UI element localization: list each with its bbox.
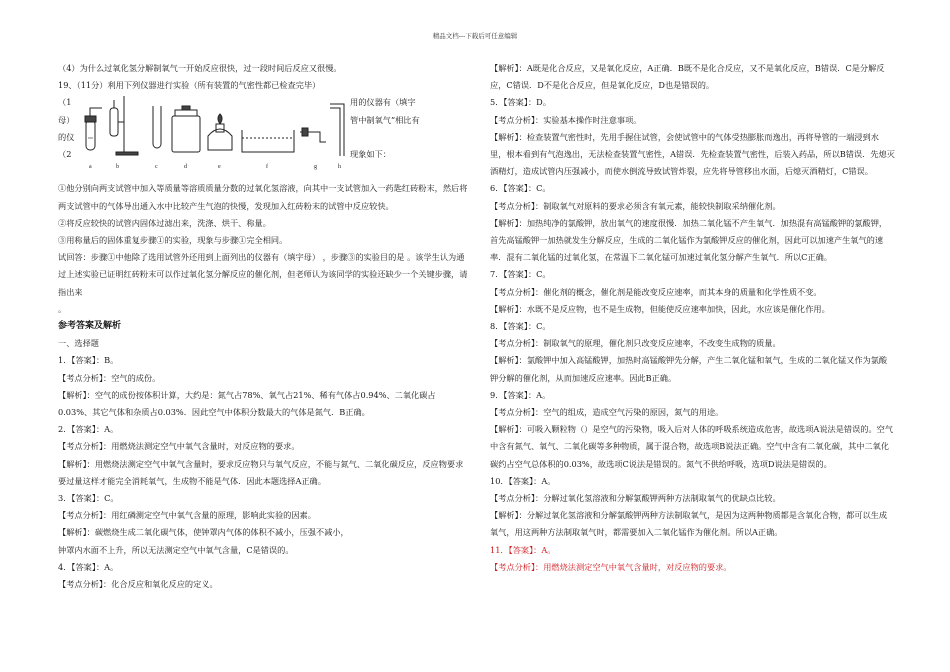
answer-line: 【考点分析】：空气的组成，造成空气污染的原因，氮气的用途。 [490, 407, 724, 418]
apparatus-drawing [80, 94, 348, 180]
label-c: c [155, 164, 158, 171]
answer-line: 8．【答案】：C。 [490, 321, 551, 332]
diagram-right-line: 用的仪器有（填字 [350, 97, 416, 108]
left-column [58, 60, 468, 593]
answer-line: 【考点分析】：用红磷测定空气中氧气含量的原理，影响此实验的因素。 [58, 510, 316, 521]
apparatus-a [85, 108, 102, 150]
answer-line: 4．【答案】：A。 [58, 561, 119, 572]
answer-line: 【解析】：可吸入颗粒物（）是空气的污染物，吸入后对人体的呼吸系统造成危害，故选项A说法是错误的。空气中含有氮气、氧气、二氧化碳等多种物质，属于混合物，故选项B说法正确。空气中含有二氧化碳，其中二氧化碳约占空气总体积的0.03%，故选项C说法是错误的。氮气不供给呼吸，选项D说法是错误的。 [490, 424, 894, 469]
diagram-left-line: （2 [58, 149, 72, 160]
answer-line: 9．【答案】：A。 [490, 389, 551, 400]
answer-line: 2．【答案】：A。 [58, 424, 119, 435]
answer-line: 【解析】：检查装置气密性时，先用手握住试管，会使试管中的气体受热膨胀而逸出，再将导管的一端浸到水里，根本看到有气泡逸出，无法检查装置气密性，A错误．先检查装置气密性，后装入药品，所以B错误．先熄灭酒精灯，造成试管内压强减小，而使水倒流导致试管炸裂，应先将导管移出水面，后熄灭酒精灯，C错误。 [490, 131, 895, 177]
answer-line: 【考点分析】：空气的成份。 [58, 372, 161, 383]
apparatus-d [172, 106, 200, 152]
answer-line: 【考点分析】：实验基本操作时注意事项。 [490, 114, 642, 125]
answer-line: 【考点分析】：用燃烧法测定空气中氧气含量时，对反应物的要求。 [58, 441, 300, 452]
answer-line: 【解析】：碳燃烧生成二氧化碳气体，使钟罩内气体的体积不减小，压强不减小， [58, 527, 349, 538]
question-4: （4）为什么过氧化氢分解制氧气一开始反应很快，过一段时间后反应又很慢。 [58, 63, 342, 73]
label-b: b [116, 164, 119, 171]
answer-line: 【考点分析】：制取氧气的原理，催化剂只改变反应速率，不改变生成物的质量。 [490, 338, 781, 349]
answer-line: 钟罩内水面不上升，所以无法测定空气中氧气含量，C是错误的。 [58, 544, 294, 555]
diagram-left-text [58, 94, 78, 163]
right-column [490, 60, 895, 576]
answer-line: 【解析】：用燃烧法测定空气中氧气含量时，要求反应物只与氧气反应，不能与氮气、二氧化碳反应，反应物要求要过量这样才能完全消耗氧气，生成物不能是气体．因此本题选择A正确。 [58, 458, 464, 486]
answer-line: 【考点分析】：分解过氧化氢溶液和分解氯酸钾两种方法制取氧气的优缺点比较。 [490, 493, 781, 504]
diagram-left-line: 母） [58, 114, 75, 125]
apparatus-g [300, 128, 326, 142]
page-header: 精品文档---下载后可任意编辑 [432, 32, 518, 40]
label-e: e [218, 164, 221, 171]
answer-line: 【解析】：加热纯净的氯酸钾，放出氧气的速度很慢．加热二氧化锰不产生氧气．加热混有高锰酸钾的氯酸钾，首先高锰酸钾一加热就发生分解反应，生成的二氧化锰作为氯酸钾反应的催化剂，因此可以加速产生氧气的速率．混有二氧化锰的过氧化氢，在常温下二氧化锰可加速过氧化氢分解产生氧气．所以C正确。 [490, 217, 888, 263]
step-2: ②将反应较快的试管内固体过滤出来，洗涤、烘干、称量。 [58, 217, 271, 228]
apparatus-f [242, 130, 294, 152]
answer-line: 6．【答案】：C。 [490, 183, 551, 194]
apparatus-b [110, 96, 138, 155]
answer-line: 【考点分析】：化合反应和氧化反应的定义。 [58, 579, 218, 590]
answer-line: 【解析】：空气的成份按体积计算，大约是：氮气占78%、氧气占21%、稀有气体占0.94%、二氧化碳占0.03%、其它气体和杂质占0.03%．因此空气中体积分数最大的气体是氮气．B正确。 [58, 389, 436, 418]
question-prompt: 试回答：步骤①中他除了选用试管外还用到上面列出的仪器有（填字母） ，步骤③的实验目的是 。该学生认为通过上述实验已证明红砖粉末可以作过氧化氢分解反应的催化剂，但老师认为该同学的实验还缺少一个关键步骤，请指出来 [58, 252, 468, 297]
answer-line: 3．【答案】：C。 [58, 493, 119, 504]
answer-line: 【解析】：水既不是反应物，也不是生成物，但能使反应速率加快，因此，水应该是催化作用。 [490, 303, 830, 314]
answer-line: 【解析】：分解过氧化氢溶液和分解氯酸钾两种方法制取氧气，是因为这两种物质都是含氧化合物，都可以生成氧气，用这两种方法制取氧气时，都需要加入二氧化锰作为催化剂。所以A正确。 [490, 510, 888, 538]
question-end: 。 [58, 303, 67, 314]
diagram-right-line: 现象如下： [350, 148, 391, 159]
apparatus-diagram [58, 94, 468, 180]
answer-line: 【解析】：氯酸钾中加入高锰酸钾，加热时高锰酸钾先分解，产生二氧化锰和氧气，生成的二氧化锰又作为氯酸钾分解的催化剂，从而加速反应速率。因此B正确。 [490, 355, 888, 383]
answer-line: 【考点分析】：催化剂的概念，催化剂是能改变反应速率，而其本身的质量和化学性质不变。 [490, 286, 822, 297]
answer-line: 11．【答案】：A。 [490, 544, 556, 555]
label-a: a [89, 164, 92, 171]
diagram-left-line: （1 [58, 97, 72, 108]
answer-line: 7．【答案】：C。 [490, 269, 551, 280]
step-1: ①他分别向两支试管中加入等质量等溶质质量分数的过氧化氢溶液，向其中一支试管加入一药匙红砖粉末，然后将两支试管中的气体导出通入水中比较产生气泡的快慢，发现加入红砖粉末的试管中反应较快。 [58, 183, 468, 211]
apparatus-e [208, 114, 232, 150]
diagram-right-line: 管中制氧气”相比有 [350, 114, 420, 125]
answers-title: 参考答案及解析 [58, 321, 122, 332]
label-d: d [184, 164, 187, 171]
question-19: 19、（11分）利用下列仪器进行实验（所有装置的气密性都已检查完毕） [58, 80, 321, 91]
answer-line: 【解析】：A既是化合反应，又是氧化反应，A正确．B既不是化合反应，又不是氧化反应，B错误．C是分解反应，C错误．D不是化合反应，但是氧化反应，D也是错误的。 [490, 63, 885, 91]
apparatus-h [330, 104, 344, 156]
apparatus-c [153, 106, 161, 148]
diagram-right-text [350, 94, 470, 163]
diagram-left-line: 的仪 [58, 131, 75, 142]
answer-line: 【考点分析】：用燃烧法测定空气中氧气含量时，对反应物的要求。 [490, 561, 732, 572]
step-3: ③用称量后的固体重复步骤①的实验，现象与步骤①完全相同。 [58, 235, 288, 246]
label-h: h [338, 164, 341, 171]
answer-line: 10．【答案】：A。 [490, 475, 556, 486]
section-title: 一、选择题 [58, 338, 99, 349]
answer-line: 【考点分析】：制取氧气对原料的要求必须含有氧元素，能较快制取采纳催化剂。 [490, 200, 781, 211]
answer-line: 5．【答案】：D。 [490, 97, 551, 108]
answer-line: 1．【答案】：B。 [58, 355, 119, 366]
label-f: f [266, 164, 268, 171]
label-g: g [314, 164, 317, 171]
